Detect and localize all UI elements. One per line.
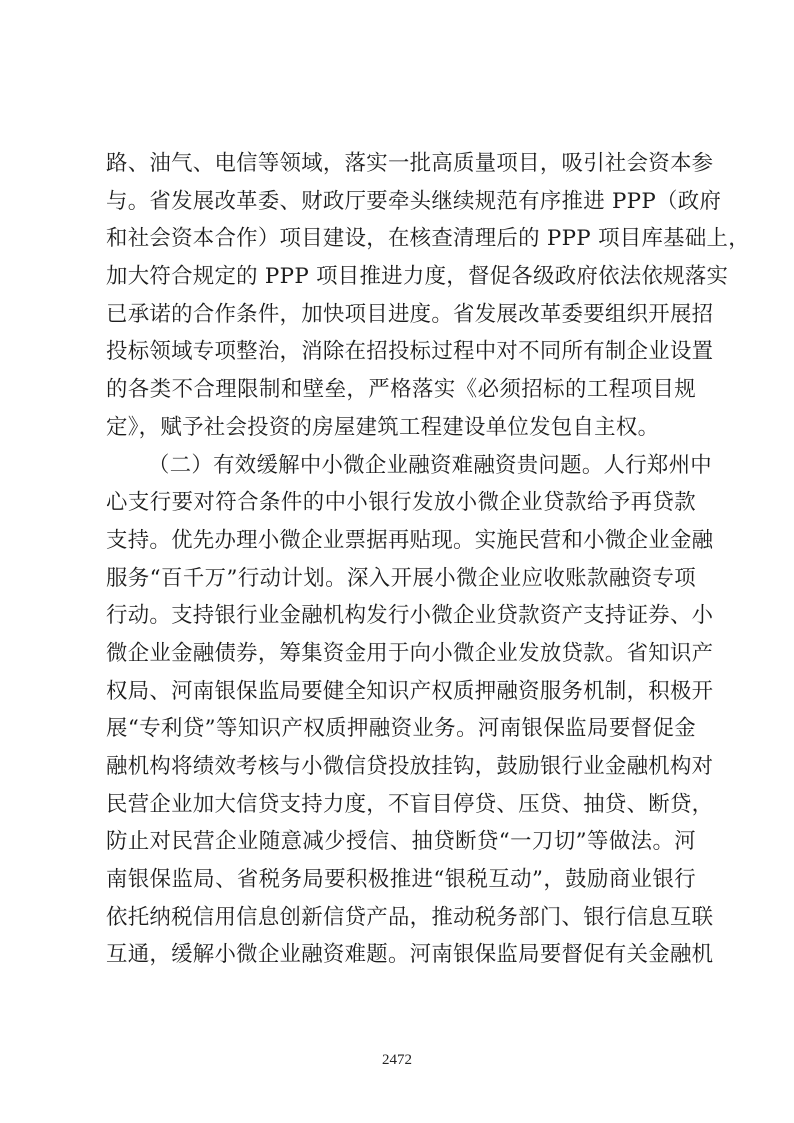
paragraph-section-2	[106, 447, 712, 485]
section-heading-line: （二）有效缓解中小微企业融资难融资贵问题。人行郑州中	[148, 452, 712, 478]
text-line: 已承诺的合作条件，加快项目进度。省发展改革委要组织开展招	[106, 301, 714, 327]
text-line: 路、油气、电信等领域，落实一批高质量项目，吸引社会资本参	[106, 151, 714, 176]
text-line: 定》，赋予社会投资的房屋建筑工程建设单位发包自主权。	[106, 414, 660, 440]
text-line: 和社会资本合作）项目建设，在核查清理后的 PPP 项目库基础上，	[106, 226, 750, 252]
text-line: 民营企业加大信贷支持力度，不盲目停贷、压贷、抽贷、断贷，	[106, 791, 714, 817]
text-line: 投标领域专项整治，消除在招投标过程中对不同所有制企业设置	[106, 339, 714, 365]
paragraph-continued	[106, 145, 750, 447]
text-line: 支持。优先办理小微企业票据再贴现。实施民营和小微企业金融	[106, 527, 714, 553]
text-line: 行动。支持银行业金融机构发行小微企业贷款资产支持证券、小	[106, 603, 714, 629]
text-line: 微企业金融债券，筹集资金用于向小微企业发放贷款。省知识产	[106, 640, 714, 666]
text-line: 防止对民营企业随意减少授信、抽贷断贷“一刀切”等做法。河	[106, 829, 696, 855]
text-line: 展“专利贷”等知识产权质押融资业务。河南银保监局要督促金	[106, 716, 696, 742]
text-line: 心支行要对符合条件的中小银行发放小微企业贷款给予再贷款	[106, 490, 696, 516]
text-line: 权局、河南银保监局要健全知识产权质押融资服务机制，积极开	[106, 678, 714, 704]
text-line: 加大符合规定的 PPP 项目推进力度，督促各级政府依法依规落实	[106, 264, 729, 290]
text-line: 南银保监局、省税务局要积极推进“银税互动”，鼓励商业银行	[106, 867, 696, 893]
text-line: 服务“百千万”行动计划。深入开展小微企业应收账款融资专项	[106, 565, 696, 591]
text-line: 与。省发展改革委、财政厅要牵头继续规范有序推进 PPP（政府	[106, 188, 722, 214]
text-line: 融机构将绩效考核与小微信贷投放挂钩，鼓励银行业金融机构对	[106, 754, 714, 779]
body-text	[106, 145, 750, 974]
text-line: 互通，缓解小微企业融资难题。河南银保监局要督促有关金融机	[106, 942, 714, 968]
paragraph-section-2-body	[106, 484, 714, 974]
text-line: 的各类不合理限制和壁垒，严格落实《必须招标的工程项目规	[106, 377, 696, 403]
page-number: 2472	[382, 1052, 412, 1068]
text-line: 依托纳税信用信息创新信贷产品，推动税务部门、银行信息互联	[106, 904, 714, 930]
